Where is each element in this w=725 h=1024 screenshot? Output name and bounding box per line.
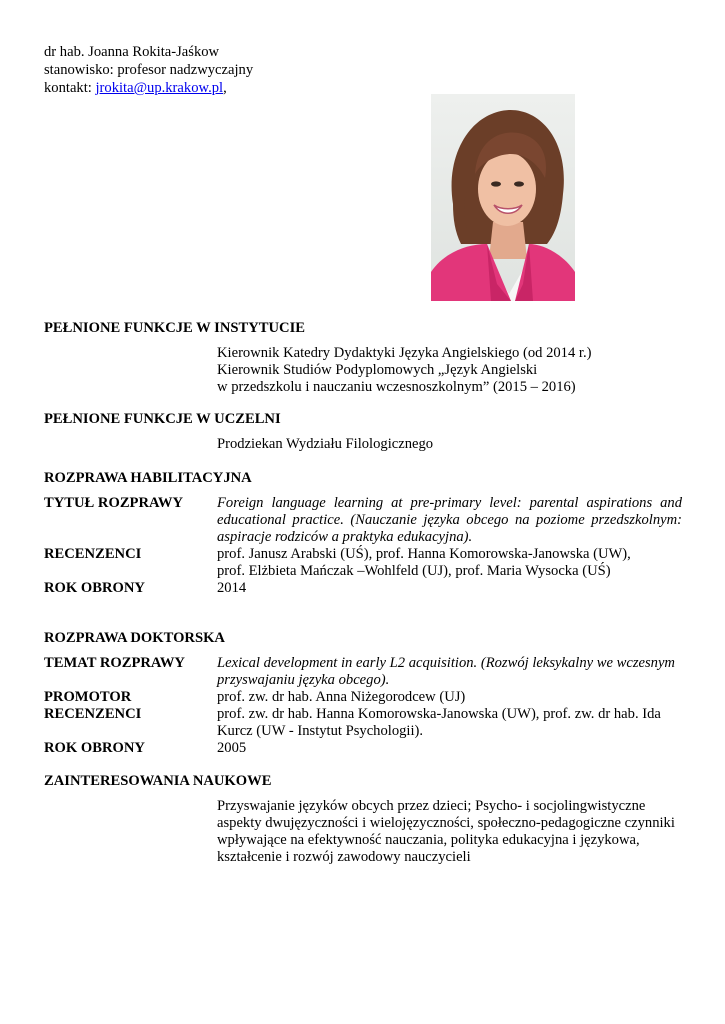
institute-function-line: w przedszkolu i nauczaniu wczesnoszkolnym” (2015 – 2016) — [217, 379, 576, 395]
doctorate-reviewer-line: Kurcz (UW - Instytut Psychologii). — [217, 723, 424, 739]
section-heading-university: PEŁNIONE FUNKCJE W UCZELNI — [44, 411, 281, 427]
doctorate-promoter-label: PROMOTOR — [44, 689, 132, 705]
doctorate-reviewers-label: RECENZENCI — [44, 706, 142, 722]
habilitation-reviewers-label: RECENZENCI — [44, 546, 142, 562]
habilitation-reviewer-line: prof. Elżbieta Mańczak –Wohlfeld (UJ), prof. Maria Wysocka (UŚ) — [217, 563, 611, 579]
university-function-line: Prodziekan Wydziału Filologicznego — [217, 436, 434, 452]
person-name: dr hab. Joanna Rokita-Jaśkow — [44, 44, 220, 60]
habilitation-title-label: TYTUŁ ROZPRAWY — [44, 495, 184, 511]
section-heading-doctorate: ROZPRAWA DOKTORSKA — [44, 630, 225, 646]
habilitation-title: Foreign language learning at pre-primary level: parental aspirations and educational practice. (Nauczanie języka obcego na poziome przedszkolnym: aspiracje rodziców a praktyka edukacyjna). — [217, 495, 682, 545]
interests-line: aspekty dwujęzyczności i wielojęzyczności, społeczno-pedagogiczne czynniki — [217, 815, 675, 831]
doctorate-reviewer-line: prof. zw. dr hab. Hanna Komorowska-Janowska (UW), prof. zw. dr hab. Ida — [217, 706, 661, 722]
position-line: stanowisko: profesor nadzwyczajny — [44, 62, 254, 78]
doctorate-year-label: ROK OBRONY — [44, 740, 145, 756]
section-heading-institute: PEŁNIONE FUNKCJE W INSTYTUCIE — [44, 320, 305, 336]
contact-label: kontakt: — [44, 80, 96, 96]
email-link[interactable]: jrokita@up.krakow.pl — [95, 80, 224, 96]
section-heading-interests: ZAINTERESOWANIA NAUKOWE — [44, 773, 272, 789]
section-heading-habilitation: ROZPRAWA HABILITACYJNA — [44, 470, 252, 486]
contact-suffix: , — [223, 80, 227, 96]
doctorate-topic-line: Lexical development in early L2 acquisition. (Rozwój leksykalny we wczesnym — [217, 655, 675, 671]
doctorate-promoter: prof. zw. dr hab. Anna Niżegorodcew (UJ) — [217, 689, 466, 705]
doctorate-year: 2005 — [217, 740, 247, 756]
interests-line: Przyswajanie języków obcych przez dzieci; Psycho- i socjolingwistyczne — [217, 798, 646, 814]
habilitation-year-label: ROK OBRONY — [44, 580, 145, 596]
contact-line — [44, 80, 227, 97]
interests-line: kształcenie i rozwój zawodowy nauczycieli — [217, 849, 471, 865]
interests-line: wpływające na efektywność nauczania, polityka edukacyjna i językowa, — [217, 832, 640, 848]
doctorate-topic-label: TEMAT ROZPRAWY — [44, 655, 185, 671]
habilitation-reviewer-line: prof. Janusz Arabski (UŚ), prof. Hanna Komorowska-Janowska (UW), — [217, 546, 631, 562]
institute-function-line: Kierownik Katedry Dydaktyki Języka Angielskiego (od 2014 r.) — [217, 345, 592, 361]
doctorate-topic-line: przyswajaniu języka obcego). — [217, 672, 390, 688]
portrait-photo — [431, 94, 575, 301]
institute-function-line: Kierownik Studiów Podyplomowych „Język Angielski — [217, 362, 538, 378]
habilitation-year: 2014 — [217, 580, 247, 596]
